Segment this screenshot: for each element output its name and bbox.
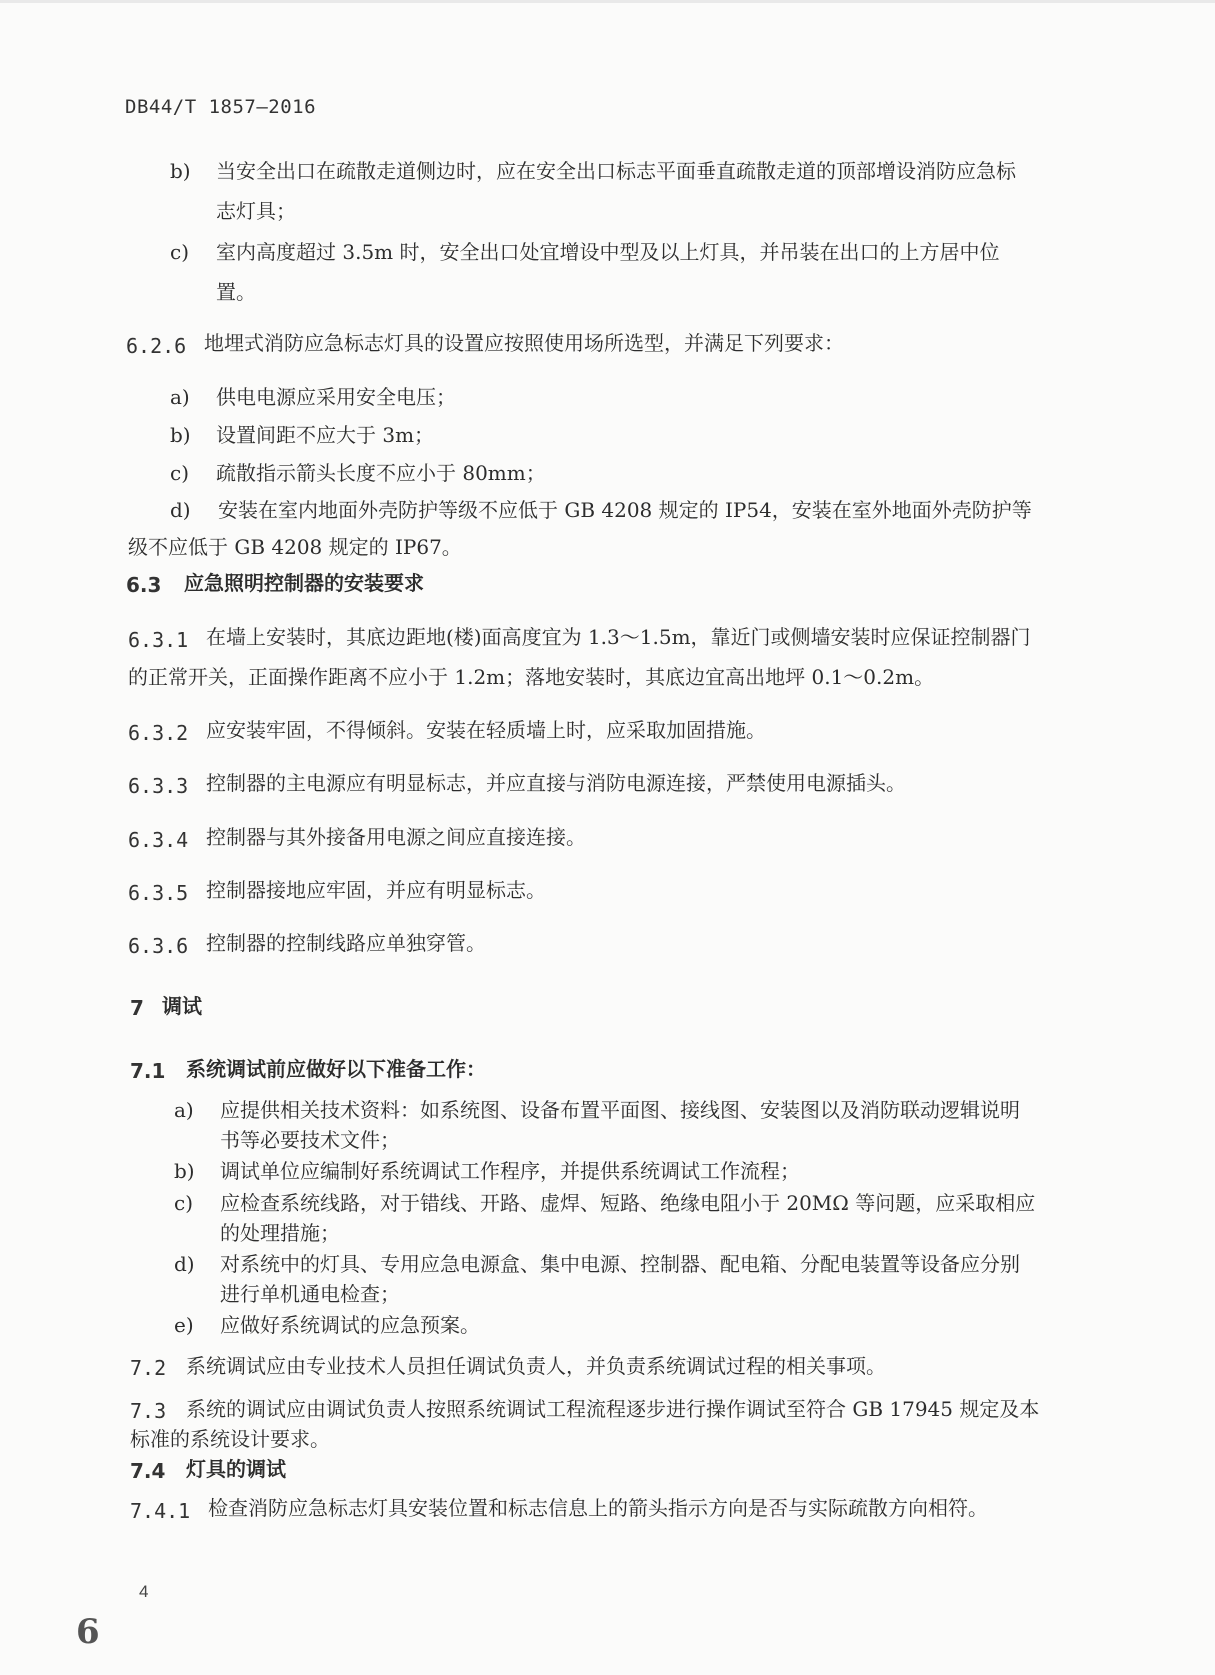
clause-number: 7.2 (130, 1356, 167, 1380)
clause-number: 6.3.1 (128, 628, 189, 652)
corner-mark: 6 (76, 1612, 100, 1652)
clause-number: 6.3.3 (128, 774, 189, 798)
section-number: 7.1 (130, 1059, 166, 1083)
list-label: a) (170, 385, 190, 409)
paragraph-line: 级不应低于 GB 4208 规定的 IP67。 (128, 535, 462, 559)
paragraph-line: 的处理措施； (220, 1221, 340, 1245)
list-item: 供电电源应采用安全电压； (216, 385, 456, 409)
clause-text: 控制器的控制线路应单独穿管。 (206, 931, 486, 955)
paragraph-line: 室内高度超过 3.5m 时，安全出口处宜增设中型及以上灯具，并吊装在出口的上方居中位 (216, 240, 1000, 264)
list-item: 调试单位应编制好系统调试工作程序，并提供系统调试工作流程； (220, 1159, 800, 1183)
section-title: 应急照明控制器的安装要求 (184, 571, 424, 595)
list-label: c) (170, 240, 190, 264)
paragraph-line: 应提供相关技术资料：如系统图、设备布置平面图、接线图、安装图以及消防联动逻辑说明 (220, 1098, 1020, 1122)
paragraph-line: 的正常开关，正面操作距离不应小于 1.2m；落地安装时，其底边宜高出地坪 0.1～0.2m。 (128, 665, 935, 689)
section-number: 6.3 (126, 573, 162, 597)
clause-text: 控制器的主电源应有明显标志，并应直接与消防电源连接，严禁使用电源插头。 (206, 771, 906, 795)
clause-number: 6.2.6 (126, 334, 187, 358)
scan-edge (0, 0, 1215, 3)
list-label: b) (170, 423, 191, 447)
paragraph-line: 标准的系统设计要求。 (130, 1427, 330, 1451)
document-code: DB44/T 1857—2016 (125, 96, 317, 118)
paragraph-line: 安装在室内地面外壳防护等级不应低于 GB 4208 规定的 IP54，安装在室外地面外壳防护等 (218, 498, 1032, 522)
paragraph-line: 应检查系统线路，对于错线、开路、虚焊、短路、绝缘电阻小于 20MΩ 等问题，应采取相应 (220, 1191, 1036, 1215)
list-item: 应做好系统调试的应急预案。 (220, 1313, 480, 1337)
clause-text: 应安装牢固，不得倾斜。安装在轻质墙上时，应采取加固措施。 (206, 718, 766, 742)
clause-text: 检查消防应急标志灯具安装位置和标志信息上的箭头指示方向是否与实际疏散方向相符。 (208, 1496, 988, 1520)
list-item: 疏散指示箭头长度不应小于 80mm； (216, 461, 546, 485)
paragraph-line: 书等必要技术文件； (220, 1128, 400, 1152)
page-number: 4 (139, 1582, 149, 1601)
clause-text: 地埋式消防应急标志灯具的设置应按照使用场所选型，并满足下列要求： (204, 331, 844, 355)
clause-number: 6.3.6 (128, 934, 189, 958)
list-label: c) (170, 461, 190, 485)
chapter-number: 7 (130, 996, 144, 1020)
list-label: c) (174, 1191, 194, 1215)
section-title: 系统调试前应做好以下准备工作： (186, 1057, 486, 1081)
list-label: b) (174, 1159, 195, 1183)
list-label: d) (174, 1252, 195, 1276)
list-item: 设置间距不应大于 3m； (216, 423, 435, 447)
paragraph-line: 进行单机通电检查； (220, 1282, 400, 1306)
clause-number: 6.3.4 (128, 828, 189, 852)
list-label: e) (174, 1313, 194, 1337)
paragraph-line: 系统的调试应由调试负责人按照系统调试工程流程逐步进行操作调试至符合 GB 17945 规定及本 (186, 1397, 1040, 1421)
clause-number: 6.3.5 (128, 881, 189, 905)
clause-number: 6.3.2 (128, 721, 189, 745)
paragraph-line: 志灯具； (216, 199, 296, 223)
clause-text: 系统调试应由专业技术人员担任调试负责人，并负责系统调试过程的相关事项。 (186, 1354, 886, 1378)
list-label: b) (170, 159, 191, 183)
list-label: a) (174, 1098, 194, 1122)
paragraph-line: 在墙上安装时，其底边距地(楼)面高度宜为 1.3～1.5m，靠近门或侧墙安装时应保证控制器门 (206, 625, 1031, 649)
clause-text: 控制器与其外接备用电源之间应直接连接。 (206, 825, 586, 849)
paragraph-line: 当安全出口在疏散走道侧边时，应在安全出口标志平面垂直疏散走道的顶部增设消防应急标 (216, 159, 1016, 183)
paragraph-line: 对系统中的灯具、专用应急电源盒、集中电源、控制器、配电箱、分配电装置等设备应分别 (220, 1252, 1020, 1276)
chapter-title: 调试 (162, 994, 202, 1018)
list-label: d) (170, 498, 191, 522)
paragraph-line: 置。 (216, 280, 256, 304)
section-title: 灯具的调试 (186, 1457, 286, 1481)
clause-text: 控制器接地应牢固，并应有明显标志。 (206, 878, 546, 902)
section-number: 7.4 (130, 1459, 166, 1483)
clause-number: 7.4.1 (130, 1499, 191, 1523)
clause-number: 7.3 (130, 1399, 167, 1423)
